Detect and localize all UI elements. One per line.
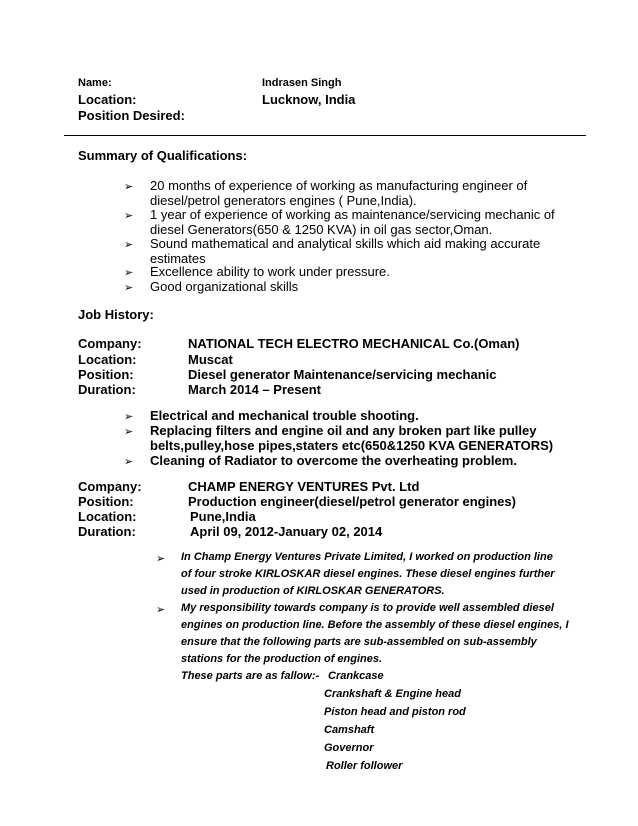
name-label: Name: bbox=[78, 77, 112, 89]
arrow-bullet-icon: ➢ bbox=[156, 553, 166, 565]
position-desired-label: Position Desired: bbox=[78, 108, 185, 123]
arrow-bullet-icon: ➢ bbox=[156, 604, 166, 616]
arrow-bullet-icon: ➢ bbox=[124, 426, 134, 438]
job2-bullet-2-line-2: engines on production line. Before the assembly of these diesel engines, I bbox=[181, 619, 569, 631]
part-item: Governor bbox=[324, 742, 374, 754]
summary-item-2-line-1: 1 year of experience of working as maintenance/servicing mechanic of bbox=[150, 207, 555, 222]
job1-position-label: Position: bbox=[78, 367, 134, 382]
job1-position: Diesel generator Maintenance/servicing mechanic bbox=[188, 367, 497, 382]
job2-location: Pune,India bbox=[190, 509, 256, 524]
job2-location-label: Location: bbox=[78, 509, 137, 524]
job1-bullet-2-line-1: Replacing filters and engine oil and any broken part like pulley bbox=[150, 423, 537, 438]
job2-bullet-1-line-1: In Champ Energy Ventures Private Limited, I worked on production line bbox=[181, 551, 553, 563]
location-label: Location: bbox=[78, 92, 137, 107]
job-history-heading: Job History: bbox=[78, 307, 154, 322]
summary-item-3-line-2: estimates bbox=[150, 251, 206, 266]
job1-duration-label: Duration: bbox=[78, 382, 136, 397]
location-value: Lucknow, India bbox=[262, 92, 356, 107]
arrow-bullet-icon: ➢ bbox=[124, 210, 134, 222]
job1-duration: March 2014 – Present bbox=[188, 382, 321, 397]
job1-location: Muscat bbox=[188, 352, 233, 367]
parts-intro: These parts are as fallow:- bbox=[181, 670, 320, 682]
arrow-bullet-icon: ➢ bbox=[124, 181, 134, 193]
job1-bullet-3: Cleaning of Radiator to overcome the overheating problem. bbox=[150, 453, 517, 468]
summary-item-1-line-1: 20 months of experience of working as manufacturing engineer of bbox=[150, 178, 528, 193]
arrow-bullet-icon: ➢ bbox=[124, 239, 134, 251]
name-value: Indrasen Singh bbox=[262, 77, 342, 89]
summary-item-1-line-2: diesel/petrol generators engines ( Pune,India). bbox=[150, 193, 417, 208]
job1-bullet-2-line-2: belts,pulley,hose pipes,staters etc(650&1250 KVA GENERATORS) bbox=[150, 438, 554, 453]
job1-company-label: Company: bbox=[78, 336, 142, 351]
job2-bullet-2-line-1: My responsibility towards company is to provide well assembled diesel bbox=[181, 602, 554, 614]
summary-heading: Summary of Qualifications: bbox=[78, 148, 248, 163]
job2-company: CHAMP ENERGY VENTURES Pvt. Ltd bbox=[188, 479, 420, 494]
summary-item-2-line-2: diesel Generators(650 & 1250 KVA) in oil gas sector,Oman. bbox=[150, 222, 493, 237]
job1-location-label: Location: bbox=[78, 352, 137, 367]
summary-item-5: Good organizational skills bbox=[150, 279, 299, 294]
arrow-bullet-icon: ➢ bbox=[124, 282, 134, 294]
job1-bullet-1: Electrical and mechanical trouble shooting. bbox=[150, 408, 419, 423]
part-item: Roller follower bbox=[326, 760, 403, 772]
part-item: Piston head and piston rod bbox=[324, 706, 466, 718]
summary-item-3-line-1: Sound mathematical and analytical skills which aid making accurate bbox=[150, 236, 541, 251]
job2-position-label: Position: bbox=[78, 494, 134, 509]
job2-bullet-1-line-2: of four stroke KIRLOSKAR diesel engines. These diesel engines further bbox=[181, 568, 555, 580]
header-divider bbox=[64, 135, 586, 136]
job2-duration-label: Duration: bbox=[78, 524, 136, 539]
part-item: Crankshaft & Engine head bbox=[324, 688, 461, 700]
arrow-bullet-icon: ➢ bbox=[124, 456, 134, 468]
job2-company-label: Company: bbox=[78, 479, 142, 494]
job2-bullet-1-line-3: used in production of KIRLOSKAR GENERATORS. bbox=[181, 585, 445, 597]
job2-position: Production engineer(diesel/petrol generator engines) bbox=[188, 494, 516, 509]
job2-duration: April 09, 2012-January 02, 2014 bbox=[190, 524, 383, 539]
job1-company: NATIONAL TECH ELECTRO MECHANICAL Co.(Oman) bbox=[188, 336, 520, 351]
part-item: Camshaft bbox=[324, 724, 375, 736]
summary-item-4: Excellence ability to work under pressure. bbox=[150, 264, 390, 279]
part-item: Crankcase bbox=[328, 670, 384, 682]
arrow-bullet-icon: ➢ bbox=[124, 411, 134, 423]
job2-bullet-2-line-4: stations for the production of engines. bbox=[181, 653, 383, 665]
arrow-bullet-icon: ➢ bbox=[124, 267, 134, 279]
job2-bullet-2-line-3: ensure that the following parts are sub-assembled on sub-assembly bbox=[181, 636, 537, 648]
